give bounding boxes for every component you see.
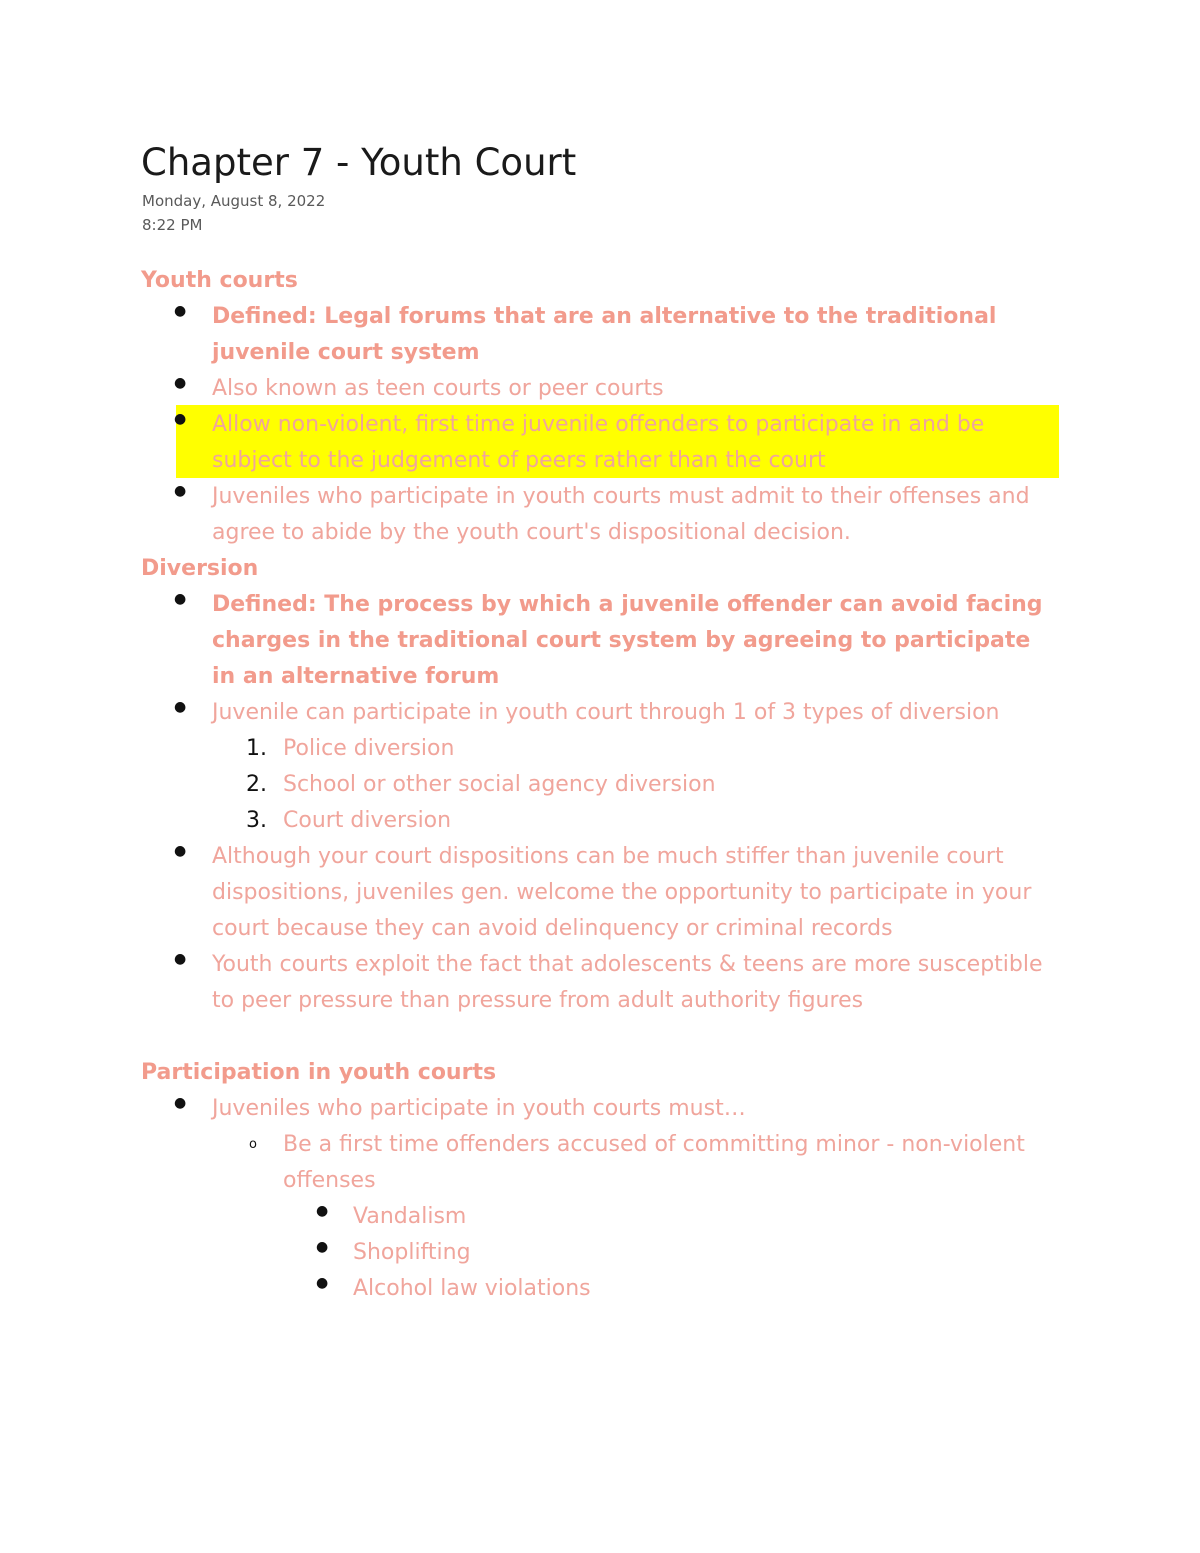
- item-number: 2.: [246, 772, 267, 797]
- bullet-icon: ●: [316, 1275, 329, 1291]
- bullet-icon: ●: [174, 303, 187, 319]
- list-item-text: Juveniles who participate in youth courts must…: [212, 1096, 746, 1121]
- list-item-highlighted: [141, 407, 1059, 479]
- example-item-text: Vandalism: [353, 1204, 467, 1229]
- numbered-item: [141, 731, 1059, 767]
- bullet-icon: ●: [174, 699, 187, 715]
- section-heading-youth-courts: Youth courts: [141, 268, 298, 293]
- bullet-icon: ●: [174, 375, 187, 391]
- blank-line: [141, 1019, 1101, 1055]
- list-item: [141, 839, 1059, 947]
- diversion-list-continued: [141, 839, 1101, 1019]
- numbered-item-text: Court diversion: [283, 808, 452, 833]
- bullet-icon: ●: [174, 483, 187, 499]
- list-item: [141, 695, 1059, 731]
- numbered-item: [141, 767, 1059, 803]
- example-item-text: Shoplifting: [353, 1240, 471, 1265]
- bullet-icon: ●: [174, 843, 187, 859]
- bullet-icon: ●: [174, 1095, 187, 1111]
- list-item: [141, 371, 1059, 407]
- section-heading-participation: Participation in youth courts: [141, 1060, 497, 1085]
- participation-list: [141, 1091, 1101, 1307]
- list-item: [141, 299, 1059, 371]
- example-item-text: Alcohol law violations: [353, 1276, 591, 1301]
- example-item: [141, 1199, 1059, 1235]
- list-item-text: Youth courts exploit the fact that adolescents & teens are more susceptible to peer pressure than pressure from adult authority figures: [212, 952, 1043, 1013]
- bullet-icon: ●: [316, 1239, 329, 1255]
- list-item: [141, 479, 1059, 551]
- bullet-icon: ●: [174, 951, 187, 967]
- list-item-text: Although your court dispositions can be much stiffer than juvenile court dispositions, juveniles gen. welcome the opportunity to participate in your court because they can avoid delinquency or criminal records: [212, 844, 1032, 941]
- sub-list-item: [141, 1127, 1059, 1199]
- sub-list-item-text: Be a first time offenders accused of committing minor - non-violent offenses: [283, 1132, 1025, 1193]
- diversion-list: [141, 587, 1101, 731]
- item-number: 1.: [246, 736, 267, 761]
- item-number: 3.: [246, 808, 267, 833]
- numbered-item-text: School or other social agency diversion: [283, 772, 716, 797]
- note-time: 8:22 PM: [142, 216, 203, 234]
- bullet-icon: ●: [174, 591, 187, 607]
- circle-bullet-icon: o: [249, 1137, 257, 1152]
- example-item: [141, 1271, 1059, 1307]
- bullet-icon: ●: [316, 1203, 329, 1219]
- list-item-text: Defined: The process by which a juvenile offender can avoid facing charges in the traditional court system by agreeing to participate in an alternative forum: [212, 592, 1043, 689]
- section-heading-diversion: Diversion: [141, 556, 259, 581]
- list-item-text: Also known as teen courts or peer courts: [212, 376, 664, 401]
- numbered-item: [141, 803, 1059, 839]
- diversion-types-list: [141, 731, 1101, 839]
- list-item-text: Juveniles who participate in youth courts must admit to their offenses and agree to abide by the youth court's dispositional decision.: [212, 484, 1030, 545]
- numbered-item-text: Police diversion: [283, 736, 455, 761]
- example-item: [141, 1235, 1059, 1271]
- list-item: [141, 587, 1059, 695]
- page-title: Chapter 7 - Youth Court: [141, 141, 577, 184]
- list-item: [141, 947, 1059, 1019]
- bullet-icon: ●: [174, 411, 187, 427]
- list-item: [141, 1091, 1059, 1127]
- list-item-text: Allow non-violent, first time juvenile offenders to participate in and be subject to the judgement of peers rather than the court: [212, 412, 985, 473]
- note-body: [141, 263, 1101, 1307]
- note-date: Monday, August 8, 2022: [142, 192, 326, 210]
- list-item-text: Defined: Legal forums that are an alternative to the traditional juvenile court system: [212, 304, 997, 365]
- list-item-text: Juvenile can participate in youth court through 1 of 3 types of diversion: [212, 700, 1000, 725]
- youth-courts-list: [141, 299, 1101, 551]
